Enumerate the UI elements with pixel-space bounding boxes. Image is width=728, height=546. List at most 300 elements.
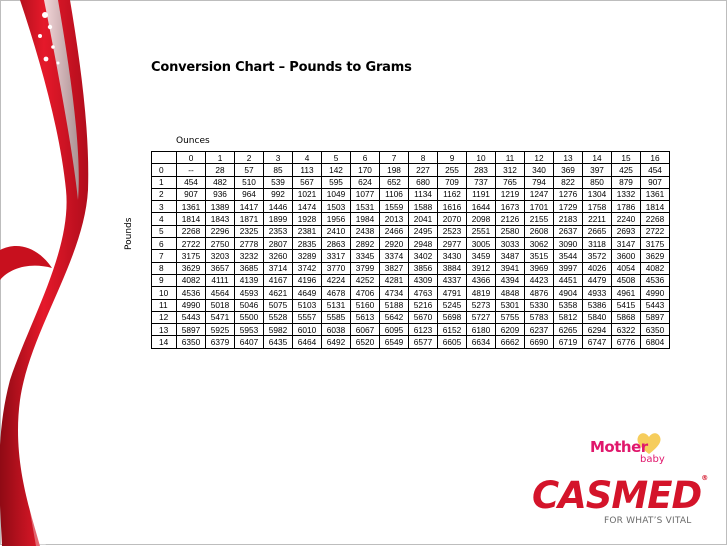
grams-cell: 170 bbox=[351, 164, 380, 176]
grams-cell: 3487 bbox=[496, 250, 525, 262]
grams-cell: 2920 bbox=[380, 238, 409, 250]
ounce-header-cell: 6 bbox=[351, 152, 380, 164]
grams-cell: 4366 bbox=[467, 274, 496, 286]
grams-cell: 6520 bbox=[351, 336, 380, 348]
grams-cell: 3033 bbox=[496, 238, 525, 250]
grams-cell: 2693 bbox=[612, 225, 641, 237]
grams-cell: 822 bbox=[554, 176, 583, 188]
grams-cell: 2438 bbox=[351, 225, 380, 237]
grams-cell: 5755 bbox=[496, 311, 525, 323]
grams-cell: 1616 bbox=[438, 201, 467, 213]
grams-cell: 1304 bbox=[583, 188, 612, 200]
grams-cell: 4876 bbox=[525, 287, 554, 299]
grams-cell: 2665 bbox=[583, 225, 612, 237]
grams-cell: 3005 bbox=[467, 238, 496, 250]
grams-cell: 425 bbox=[612, 164, 641, 176]
pound-row-label: 2 bbox=[152, 188, 177, 200]
ounce-header-cell: 7 bbox=[380, 152, 409, 164]
grams-cell: 5783 bbox=[525, 311, 554, 323]
grams-cell: 2211 bbox=[583, 213, 612, 225]
grams-cell: 5868 bbox=[612, 311, 641, 323]
grams-cell: 2608 bbox=[525, 225, 554, 237]
pound-row-label: 3 bbox=[152, 201, 177, 213]
conversion-table bbox=[151, 151, 670, 349]
grams-cell: 1162 bbox=[438, 188, 467, 200]
grams-cell: 737 bbox=[467, 176, 496, 188]
table-row bbox=[152, 188, 670, 200]
grams-cell: 5585 bbox=[322, 311, 351, 323]
ounce-header-cell: 0 bbox=[177, 152, 206, 164]
grams-cell: 1417 bbox=[235, 201, 264, 213]
grams-cell: 4026 bbox=[583, 262, 612, 274]
grams-cell: 4990 bbox=[641, 287, 670, 299]
table-row bbox=[152, 274, 670, 286]
grams-cell: 765 bbox=[496, 176, 525, 188]
grams-cell: 6577 bbox=[409, 336, 438, 348]
grams-cell: 5188 bbox=[380, 299, 409, 311]
grams-cell: 3685 bbox=[235, 262, 264, 274]
grams-cell: 1361 bbox=[641, 188, 670, 200]
ounce-header-cell: 3 bbox=[264, 152, 293, 164]
grams-cell: 4678 bbox=[322, 287, 351, 299]
grams-cell: 3402 bbox=[409, 250, 438, 262]
grams-cell: 3345 bbox=[351, 250, 380, 262]
table-row bbox=[152, 201, 670, 213]
grams-cell: 142 bbox=[322, 164, 351, 176]
grams-cell: 1191 bbox=[467, 188, 496, 200]
grams-cell: 992 bbox=[264, 188, 293, 200]
grams-cell: -- bbox=[177, 164, 206, 176]
grams-cell: 5216 bbox=[409, 299, 438, 311]
pounds-axis-label: Pounds bbox=[124, 217, 134, 250]
ounce-header-cell: 13 bbox=[554, 152, 583, 164]
grams-cell: 5358 bbox=[554, 299, 583, 311]
grams-cell: 4848 bbox=[496, 287, 525, 299]
grams-cell: 4224 bbox=[322, 274, 351, 286]
grams-cell: 567 bbox=[293, 176, 322, 188]
grams-cell: 283 bbox=[467, 164, 496, 176]
grams-cell: 1928 bbox=[293, 213, 322, 225]
grams-cell: 5330 bbox=[525, 299, 554, 311]
grams-cell: 3799 bbox=[351, 262, 380, 274]
table-row bbox=[152, 311, 670, 323]
pound-row-label: 10 bbox=[152, 287, 177, 299]
grams-cell: 2750 bbox=[206, 238, 235, 250]
table-row bbox=[152, 299, 670, 311]
grams-cell: 255 bbox=[438, 164, 467, 176]
table-row bbox=[152, 225, 670, 237]
grams-cell: 4423 bbox=[525, 274, 554, 286]
grams-cell: 4990 bbox=[177, 299, 206, 311]
grams-cell: 794 bbox=[525, 176, 554, 188]
grams-cell: 1389 bbox=[206, 201, 235, 213]
grams-cell: 4904 bbox=[554, 287, 583, 299]
grams-cell: 5245 bbox=[438, 299, 467, 311]
grams-cell: 1871 bbox=[235, 213, 264, 225]
grams-cell: 2948 bbox=[409, 238, 438, 250]
grams-cell: 6549 bbox=[380, 336, 409, 348]
grams-cell: 1786 bbox=[612, 201, 641, 213]
grams-cell: 4167 bbox=[264, 274, 293, 286]
pound-row-label: 9 bbox=[152, 274, 177, 286]
grams-cell: 595 bbox=[322, 176, 351, 188]
grams-cell: 936 bbox=[206, 188, 235, 200]
grams-cell: 2013 bbox=[380, 213, 409, 225]
grams-cell: 6350 bbox=[177, 336, 206, 348]
grams-cell: 5443 bbox=[641, 299, 670, 311]
grams-cell: 1644 bbox=[467, 201, 496, 213]
grams-cell: 2126 bbox=[496, 213, 525, 225]
table-row bbox=[152, 176, 670, 188]
grams-cell: 1134 bbox=[409, 188, 438, 200]
grams-cell: 510 bbox=[235, 176, 264, 188]
grams-cell: 3572 bbox=[583, 250, 612, 262]
pound-row-label: 14 bbox=[152, 336, 177, 348]
ounce-header-cell: 16 bbox=[641, 152, 670, 164]
grams-cell: 4791 bbox=[438, 287, 467, 299]
grams-cell: 3430 bbox=[438, 250, 467, 262]
grams-cell: 879 bbox=[612, 176, 641, 188]
grams-cell: 6180 bbox=[467, 324, 496, 336]
grams-cell: 4309 bbox=[409, 274, 438, 286]
table-row bbox=[152, 238, 670, 250]
grams-cell: 3175 bbox=[177, 250, 206, 262]
page-title: Conversion Chart – Pounds to Grams bbox=[151, 60, 412, 75]
grams-cell: 57 bbox=[235, 164, 264, 176]
table-row bbox=[152, 287, 670, 299]
grams-cell: 4054 bbox=[612, 262, 641, 274]
grams-cell: 6435 bbox=[264, 336, 293, 348]
pound-row-label: 12 bbox=[152, 311, 177, 323]
grams-cell: 6038 bbox=[322, 324, 351, 336]
grams-cell: 4082 bbox=[177, 274, 206, 286]
grams-cell: 6804 bbox=[641, 336, 670, 348]
grams-cell: 3515 bbox=[525, 250, 554, 262]
grams-cell: 340 bbox=[525, 164, 554, 176]
grams-cell: 539 bbox=[264, 176, 293, 188]
ounce-header-cell: 12 bbox=[525, 152, 554, 164]
grams-cell: 5613 bbox=[351, 311, 380, 323]
red-ribbon-decoration bbox=[0, 0, 170, 546]
grams-cell: 5273 bbox=[467, 299, 496, 311]
grams-cell: 3203 bbox=[206, 250, 235, 262]
grams-cell: 2977 bbox=[438, 238, 467, 250]
grams-cell: 5018 bbox=[206, 299, 235, 311]
ounce-header-cell: 11 bbox=[496, 152, 525, 164]
grams-cell: 4082 bbox=[641, 262, 670, 274]
grams-cell: 1701 bbox=[525, 201, 554, 213]
grams-cell: 6492 bbox=[322, 336, 351, 348]
grams-cell: 2268 bbox=[641, 213, 670, 225]
grams-cell: 2466 bbox=[380, 225, 409, 237]
ounces-axis-label: Ounces bbox=[176, 136, 210, 146]
grams-cell: 1332 bbox=[612, 188, 641, 200]
grams-cell: 1077 bbox=[351, 188, 380, 200]
grams-cell: 6294 bbox=[583, 324, 612, 336]
grams-cell: 4508 bbox=[612, 274, 641, 286]
grams-cell: 2353 bbox=[264, 225, 293, 237]
grams-cell: 5301 bbox=[496, 299, 525, 311]
grams-cell: 1956 bbox=[322, 213, 351, 225]
grams-cell: 5840 bbox=[583, 311, 612, 323]
grams-cell: 6379 bbox=[206, 336, 235, 348]
grams-cell: 4593 bbox=[235, 287, 264, 299]
grams-cell: 2637 bbox=[554, 225, 583, 237]
grams-cell: 680 bbox=[409, 176, 438, 188]
grams-cell: 5386 bbox=[583, 299, 612, 311]
grams-cell: 2381 bbox=[293, 225, 322, 237]
grams-cell: 85 bbox=[264, 164, 293, 176]
grams-cell: 1219 bbox=[496, 188, 525, 200]
pound-row-label: 6 bbox=[152, 238, 177, 250]
grams-cell: 6067 bbox=[351, 324, 380, 336]
grams-cell: 964 bbox=[235, 188, 264, 200]
grams-cell: 5131 bbox=[322, 299, 351, 311]
ounce-header-cell: 14 bbox=[583, 152, 612, 164]
grams-cell: 454 bbox=[641, 164, 670, 176]
grams-cell: 850 bbox=[583, 176, 612, 188]
grams-cell: 1984 bbox=[351, 213, 380, 225]
grams-cell: 4536 bbox=[641, 274, 670, 286]
table-corner-cell bbox=[152, 152, 177, 164]
grams-cell: 397 bbox=[583, 164, 612, 176]
grams-cell: 2070 bbox=[438, 213, 467, 225]
grams-cell: 2722 bbox=[177, 238, 206, 250]
grams-cell: 1729 bbox=[554, 201, 583, 213]
grams-cell: 4734 bbox=[380, 287, 409, 299]
grams-cell: 369 bbox=[554, 164, 583, 176]
grams-cell: 2410 bbox=[322, 225, 351, 237]
pound-row-label: 7 bbox=[152, 250, 177, 262]
grams-cell: 3941 bbox=[496, 262, 525, 274]
grams-cell: 5103 bbox=[293, 299, 322, 311]
grams-cell: 5812 bbox=[554, 311, 583, 323]
pound-row-label: 5 bbox=[152, 225, 177, 237]
grams-cell: 4451 bbox=[554, 274, 583, 286]
grams-cell: 198 bbox=[380, 164, 409, 176]
grams-cell: 6690 bbox=[525, 336, 554, 348]
grams-cell: 3912 bbox=[467, 262, 496, 274]
grams-cell: 6265 bbox=[554, 324, 583, 336]
table-body bbox=[152, 164, 670, 348]
grams-cell: 4621 bbox=[264, 287, 293, 299]
grams-cell: 5642 bbox=[380, 311, 409, 323]
grams-cell: 2296 bbox=[206, 225, 235, 237]
grams-cell: 3260 bbox=[264, 250, 293, 262]
grams-cell: 3714 bbox=[264, 262, 293, 274]
grams-cell: 5925 bbox=[206, 324, 235, 336]
grams-cell: 3289 bbox=[293, 250, 322, 262]
grams-cell: 3997 bbox=[554, 262, 583, 274]
grams-cell: 1814 bbox=[177, 213, 206, 225]
motherbaby-logo-baby: baby bbox=[640, 454, 665, 465]
grams-cell: 3657 bbox=[206, 262, 235, 274]
grams-cell: 4536 bbox=[177, 287, 206, 299]
grams-cell: 3090 bbox=[554, 238, 583, 250]
grams-cell: 2551 bbox=[467, 225, 496, 237]
pound-row-label: 8 bbox=[152, 262, 177, 274]
grams-cell: 5160 bbox=[351, 299, 380, 311]
grams-cell: 2835 bbox=[293, 238, 322, 250]
grams-cell: 3827 bbox=[380, 262, 409, 274]
grams-cell: 624 bbox=[351, 176, 380, 188]
grams-cell: 6237 bbox=[525, 324, 554, 336]
grams-cell: 1673 bbox=[496, 201, 525, 213]
grams-cell: 3884 bbox=[438, 262, 467, 274]
grams-cell: 3629 bbox=[177, 262, 206, 274]
grams-cell: 2495 bbox=[409, 225, 438, 237]
grams-cell: 6747 bbox=[583, 336, 612, 348]
grams-cell: 1758 bbox=[583, 201, 612, 213]
ounce-header-cell: 1 bbox=[206, 152, 235, 164]
grams-cell: 6634 bbox=[467, 336, 496, 348]
grams-cell: 652 bbox=[380, 176, 409, 188]
grams-cell: 709 bbox=[438, 176, 467, 188]
ounce-header-cell: 2 bbox=[235, 152, 264, 164]
grams-cell: 1474 bbox=[293, 201, 322, 213]
grams-cell: 2523 bbox=[438, 225, 467, 237]
grams-cell: 2268 bbox=[177, 225, 206, 237]
pound-row-label: 4 bbox=[152, 213, 177, 225]
grams-cell: 6209 bbox=[496, 324, 525, 336]
table-row bbox=[152, 250, 670, 262]
grams-cell: 3317 bbox=[322, 250, 351, 262]
grams-cell: 6123 bbox=[409, 324, 438, 336]
grams-cell: 5897 bbox=[177, 324, 206, 336]
grams-cell: 1899 bbox=[264, 213, 293, 225]
grams-cell: 6719 bbox=[554, 336, 583, 348]
casmed-logo-text: CASMED bbox=[532, 474, 702, 517]
pound-row-label: 11 bbox=[152, 299, 177, 311]
ounce-header-cell: 5 bbox=[322, 152, 351, 164]
grams-cell: 113 bbox=[293, 164, 322, 176]
ounce-header-cell: 8 bbox=[409, 152, 438, 164]
table-header-row bbox=[152, 152, 670, 164]
grams-cell: 5727 bbox=[467, 311, 496, 323]
grams-cell: 5982 bbox=[264, 324, 293, 336]
grams-cell: 5500 bbox=[235, 311, 264, 323]
grams-cell: 5471 bbox=[206, 311, 235, 323]
grams-cell: 3374 bbox=[380, 250, 409, 262]
grams-cell: 5443 bbox=[177, 311, 206, 323]
grams-cell: 1106 bbox=[380, 188, 409, 200]
grams-cell: 4819 bbox=[467, 287, 496, 299]
grams-cell: 3062 bbox=[525, 238, 554, 250]
grams-cell: 6152 bbox=[438, 324, 467, 336]
grams-cell: 454 bbox=[177, 176, 206, 188]
grams-cell: 2098 bbox=[467, 213, 496, 225]
grams-cell: 6605 bbox=[438, 336, 467, 348]
grams-cell: 5953 bbox=[235, 324, 264, 336]
grams-cell: 1843 bbox=[206, 213, 235, 225]
grams-cell: 4252 bbox=[351, 274, 380, 286]
grams-cell: 482 bbox=[206, 176, 235, 188]
grams-cell: 2778 bbox=[235, 238, 264, 250]
grams-cell: 2155 bbox=[525, 213, 554, 225]
grams-cell: 2240 bbox=[612, 213, 641, 225]
grams-cell: 3175 bbox=[641, 238, 670, 250]
grams-cell: 4394 bbox=[496, 274, 525, 286]
grams-cell: 3600 bbox=[612, 250, 641, 262]
grams-cell: 4564 bbox=[206, 287, 235, 299]
registered-mark: ® bbox=[701, 474, 708, 482]
grams-cell: 1531 bbox=[351, 201, 380, 213]
grams-cell: 6322 bbox=[612, 324, 641, 336]
grams-cell: 6662 bbox=[496, 336, 525, 348]
motherbaby-logo-mother: Mother bbox=[590, 438, 648, 456]
grams-cell: 6464 bbox=[293, 336, 322, 348]
table-row bbox=[152, 336, 670, 348]
grams-cell: 2183 bbox=[554, 213, 583, 225]
ounce-header-cell: 9 bbox=[438, 152, 467, 164]
grams-cell: 1276 bbox=[554, 188, 583, 200]
grams-cell: 3856 bbox=[409, 262, 438, 274]
pound-row-label: 13 bbox=[152, 324, 177, 336]
grams-cell: 4337 bbox=[438, 274, 467, 286]
grams-cell: 4281 bbox=[380, 274, 409, 286]
pound-row-label: 0 bbox=[152, 164, 177, 176]
grams-cell: 3969 bbox=[525, 262, 554, 274]
grams-cell: 4479 bbox=[583, 274, 612, 286]
grams-cell: 5075 bbox=[264, 299, 293, 311]
casmed-logo bbox=[532, 474, 707, 517]
grams-cell: 2580 bbox=[496, 225, 525, 237]
grams-cell: 6776 bbox=[612, 336, 641, 348]
pound-row-label: 1 bbox=[152, 176, 177, 188]
grams-cell: 5415 bbox=[612, 299, 641, 311]
grams-cell: 3770 bbox=[322, 262, 351, 274]
grams-cell: 2863 bbox=[322, 238, 351, 250]
grams-cell: 1559 bbox=[380, 201, 409, 213]
grams-cell: 312 bbox=[496, 164, 525, 176]
grams-cell: 5528 bbox=[264, 311, 293, 323]
grams-cell: 1588 bbox=[409, 201, 438, 213]
grams-cell: 1503 bbox=[322, 201, 351, 213]
grams-cell: 3118 bbox=[583, 238, 612, 250]
grams-cell: 6010 bbox=[293, 324, 322, 336]
grams-cell: 3232 bbox=[235, 250, 264, 262]
grams-cell: 4649 bbox=[293, 287, 322, 299]
grams-cell: 4111 bbox=[206, 274, 235, 286]
grams-cell: 2807 bbox=[264, 238, 293, 250]
grams-cell: 2722 bbox=[641, 225, 670, 237]
grams-cell: 1049 bbox=[322, 188, 351, 200]
grams-cell: 3147 bbox=[612, 238, 641, 250]
grams-cell: 5897 bbox=[641, 311, 670, 323]
grams-cell: 907 bbox=[177, 188, 206, 200]
ounce-header-cell: 10 bbox=[467, 152, 496, 164]
grams-cell: 6350 bbox=[641, 324, 670, 336]
grams-cell: 2325 bbox=[235, 225, 264, 237]
table-row bbox=[152, 164, 670, 176]
grams-cell: 227 bbox=[409, 164, 438, 176]
grams-cell: 5046 bbox=[235, 299, 264, 311]
grams-cell: 3742 bbox=[293, 262, 322, 274]
ounce-header-cell: 15 bbox=[612, 152, 641, 164]
grams-cell: 4196 bbox=[293, 274, 322, 286]
table-row bbox=[152, 213, 670, 225]
grams-cell: 3629 bbox=[641, 250, 670, 262]
grams-cell: 1247 bbox=[525, 188, 554, 200]
grams-cell: 1361 bbox=[177, 201, 206, 213]
grams-cell: 1814 bbox=[641, 201, 670, 213]
grams-cell: 2041 bbox=[409, 213, 438, 225]
grams-cell: 4763 bbox=[409, 287, 438, 299]
grams-cell: 5698 bbox=[438, 311, 467, 323]
grams-cell: 4139 bbox=[235, 274, 264, 286]
grams-cell: 6095 bbox=[380, 324, 409, 336]
grams-cell: 1446 bbox=[264, 201, 293, 213]
